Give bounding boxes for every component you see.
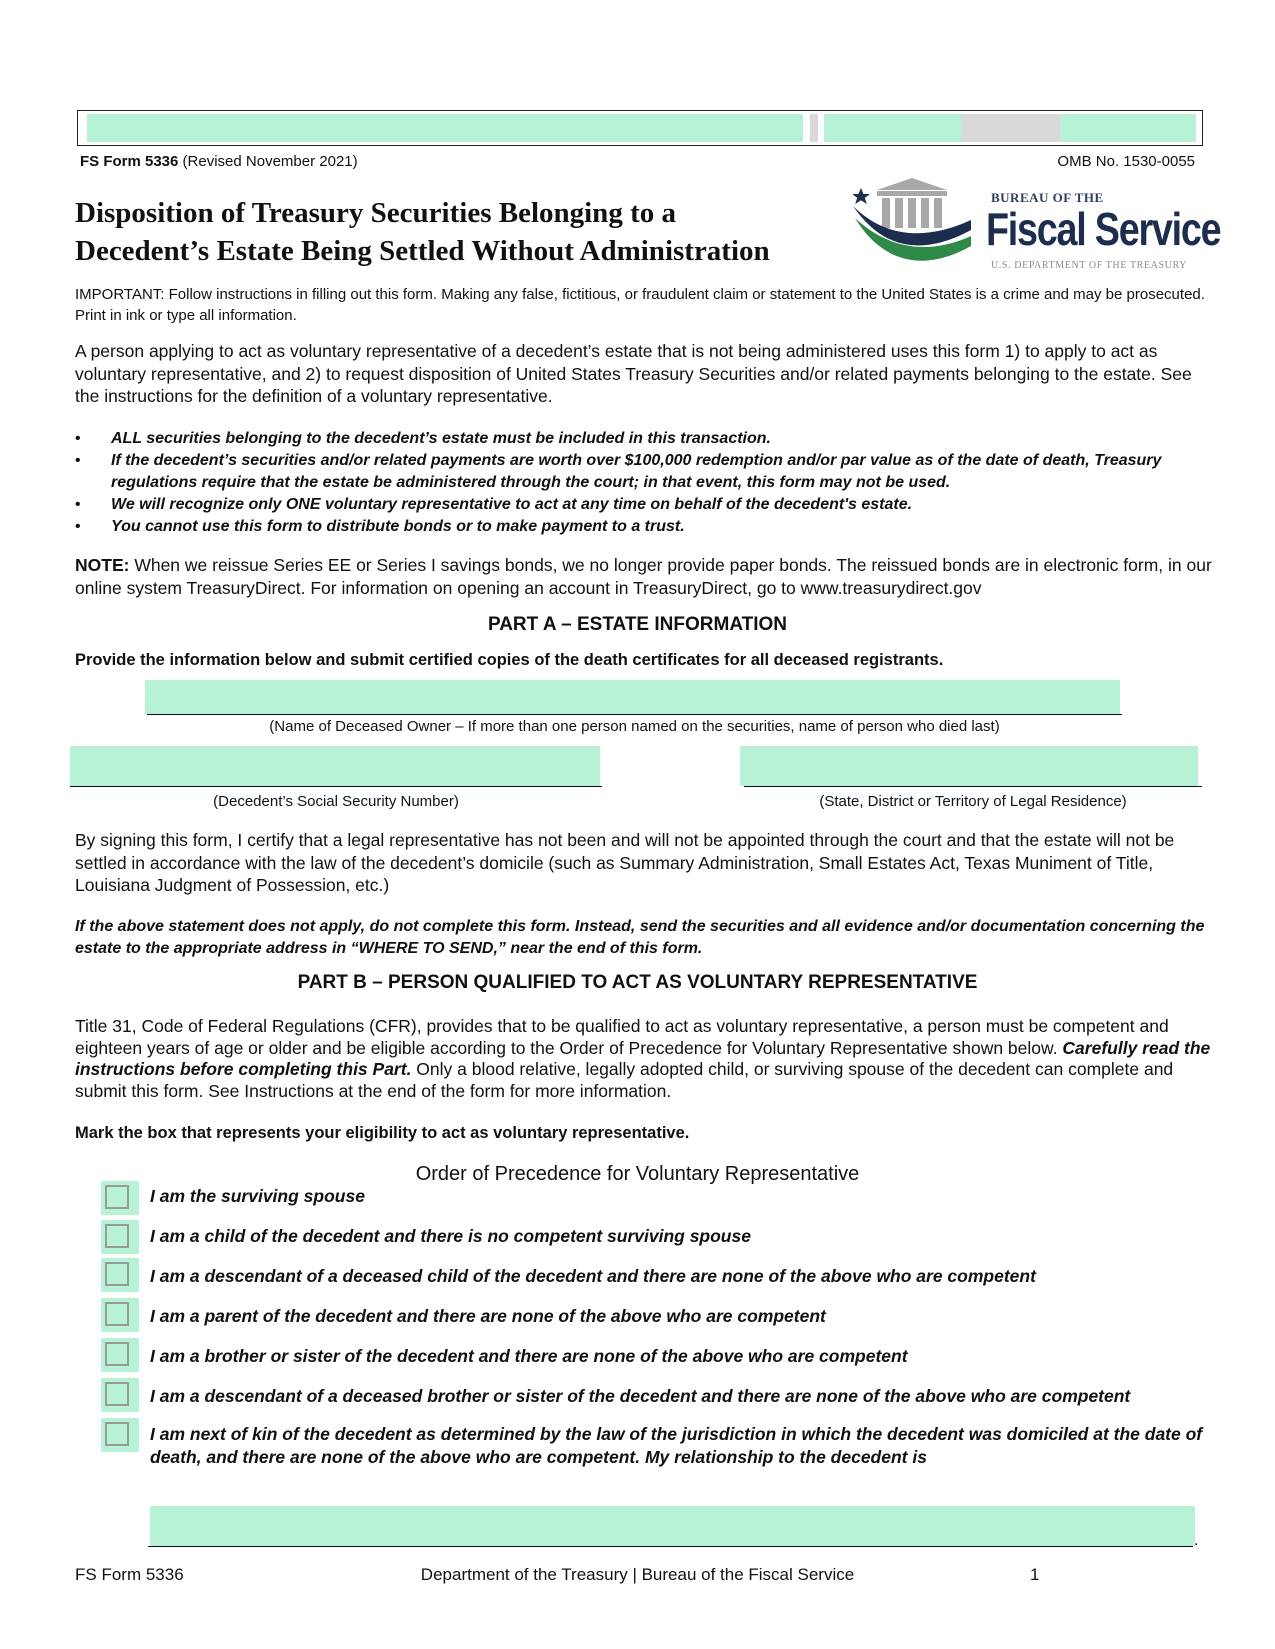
option-label: I am a brother or sister of the decedent and there are none of the above who are competent [150,1346,908,1366]
bullet-item: • ALL securities belonging to the decedent’s estate must be included in this transaction. [75,428,1215,450]
footer-form-id: FS Form 5336 [75,1565,184,1584]
part-a-heading: PART A – ESTATE INFORMATION [487,614,788,635]
option-label: I am a child of the decedent and there is no competent surviving spouse [150,1226,751,1246]
checkbox-child[interactable] [101,1220,139,1254]
if-above-warning: If the above statement does not apply, do not complete this form. Instead, send the securities and all evidence and/or documentation concerning the estate to the appropriate address in “WHERE TO SEND,” near the end of this form. [75,918,1205,957]
logo-dept-text: U.S. DEPARTMENT OF THE TREASURY [991,260,1187,271]
top-field-1[interactable] [87,114,803,142]
checkbox-descendant-of-child[interactable] [101,1258,139,1292]
logo-bureau-text: BUREAU OF THE [991,190,1104,205]
omb-number: OMB No. 1530-0055 [1057,153,1195,170]
important-notice: IMPORTANT: Follow instructions in filling out this form. Making any false, fictitious, or fraudulent claim or statement to the United States is a crime and may be prosecuted. Print in ink or type all information. [75,286,1205,324]
top-field-divider [810,114,818,142]
legal-residence-field[interactable] [740,746,1198,786]
title-line-2: Decedent’s Estate Being Settled Without Administration [75,235,770,267]
intro-paragraph: A person applying to act as voluntary representative of a decedent’s estate that is not being administered uses this form 1) to apply to act as voluntary representative, and 2) to request disposition of United States Treasury Securities and/or related payments belonging to the estate. See the instructions for the definition of a voluntary representative. [75,341,1192,406]
deceased-owner-name-caption: (Name of Deceased Owner – If more than one person named on the securities, name of person who died last) [269,718,1000,735]
top-field-readonly [962,114,1060,142]
top-field-2[interactable] [824,114,962,142]
state-underline [744,786,1202,787]
bullet-item: • You cannot use this form to distribute bonds or to make payment to a trust. [75,516,1215,538]
checkbox-sibling[interactable] [101,1338,139,1372]
decedent-ssn-field[interactable] [70,746,600,786]
logo-name-text: Fiscal Service [986,203,1221,255]
relationship-field[interactable] [150,1506,1195,1546]
checkbox-surviving-spouse[interactable] [101,1181,139,1215]
relationship-underline [148,1546,1193,1547]
order-of-precedence-heading: Order of Precedence for Voluntary Representative [415,1163,860,1185]
decedent-ssn-caption: (Decedent’s Social Security Number) [213,793,459,810]
top-fill-bar [77,110,1203,146]
fiscal-service-logo [853,176,1221,276]
legal-residence-caption: (State, District or Territory of Legal Residence) [819,793,1127,810]
relationship-period: . [1194,1532,1199,1549]
part-b-heading: PART B – PERSON QUALIFIED TO ACT AS VOLUNTARY REPRESENTATIVE [297,972,978,993]
footer-agency: Department of the Treasury | Bureau of the Fiscal Service [420,1565,855,1584]
checkbox-parent[interactable] [101,1298,139,1332]
title-line-1: Disposition of Treasury Securities Belonging to a [75,197,676,229]
option-label: I am a parent of the decedent and there are none of the above who are competent [150,1306,826,1326]
treasury-building-icon [853,176,983,276]
bullet-item: • If the decedent’s securities and/or related payments are worth over $100,000 redemption and/or par value as of the date of death, Treasury regulations require that the estate be administered through the court; in that event, this form may not be used. [75,450,1215,494]
option-label: I am next of kin of the decedent as determined by the law of the jurisdiction in which the decedent was domiciled at the date of death, and there are none of the above who are competent. My relationship to the decedent is [150,1424,1203,1467]
cfr-paragraph: Title 31, Code of Federal Regulations (CFR), provides that to be qualified to act as voluntary representative, a person must be competent and eighteen years of age or older and be eligible according to the Order of Precedence for Voluntary Representative shown below. Carefully read the instructions before completing this Part. Only a blood relative, legally adopted child, or surviving spouse of the decedent can complete and submit this form. See Instructions at the end of the form for more information. [75,1016,1211,1101]
name-underline [147,714,1122,715]
bullet-item: • We will recognize only ONE voluntary representative to act at any time on behalf of the decedent's estate. [75,494,1215,516]
checkbox-next-of-kin[interactable] [101,1418,139,1452]
ssn-underline [70,786,602,787]
option-label: I am a descendant of a deceased child of the decedent and there are none of the above who are competent [150,1266,1036,1286]
checkbox-descendant-of-sibling[interactable] [101,1378,139,1412]
certification-statement: By signing this form, I certify that a legal representative has not been and will not be appointed through the court and that the estate will not be settled in accordance with the law of the decedent’s domicile (such as Summary Administration, Small Estates Act, Texas Muniment of Title, Louisiana Judgment of Possession, etc.) [75,830,1175,895]
deceased-owner-name-field[interactable] [145,680,1120,714]
page-title [75,194,835,270]
note-paragraph: NOTE: When we reissue Series EE or Series I savings bonds, we no longer provide paper bonds. The reissued bonds are in electronic form, in our online system TreasuryDirect. For information on opening an account in TreasuryDirect, go to www.treasurydirect.gov [75,555,1212,598]
footer-page-number: 1 [1030,1565,1040,1584]
option-label: I am a descendant of a deceased brother or sister of the decedent and there are none of the above who are competent [150,1386,1131,1406]
top-field-3[interactable] [1060,114,1196,142]
option-label: I am the surviving spouse [150,1186,365,1206]
provide-instruction: Provide the information below and submit certified copies of the death certificates for all deceased registrants. [75,651,944,669]
mark-box-instruction: Mark the box that represents your eligibility to act as voluntary representative. [75,1124,690,1142]
form-id: FS Form 5336 (Revised November 2021) [80,153,358,170]
bullet-list [75,428,1215,538]
